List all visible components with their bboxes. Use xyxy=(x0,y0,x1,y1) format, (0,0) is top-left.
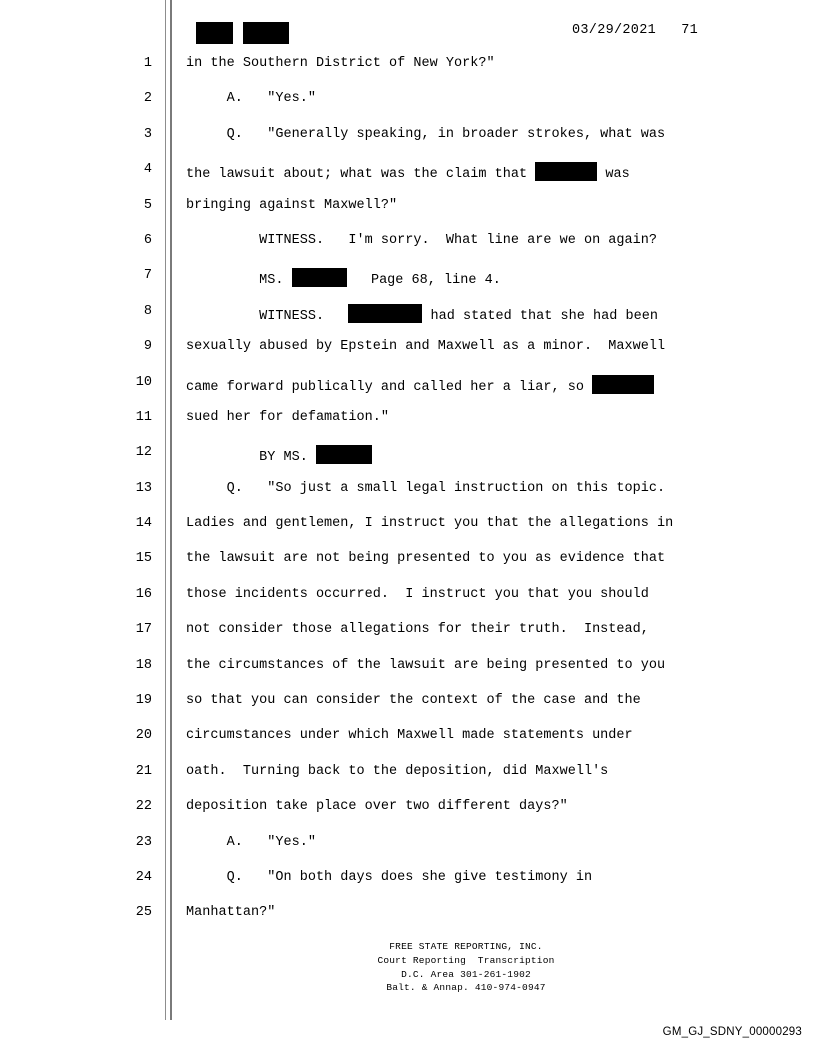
line-number: 13 xyxy=(135,480,152,496)
line-number: 18 xyxy=(135,657,152,673)
line-text-segment: Page 68, line 4. xyxy=(346,273,501,289)
transcript-line xyxy=(0,300,816,335)
transcript-line xyxy=(0,477,816,512)
line-text: A. "Yes." xyxy=(186,834,316,850)
line-text: deposition take place over two different days?" xyxy=(186,799,568,815)
line-text xyxy=(186,304,756,324)
transcript-line xyxy=(0,618,816,653)
line-number: 1 xyxy=(143,56,152,71)
line-number: 19 xyxy=(135,693,152,709)
redaction-bar-icon xyxy=(592,375,654,394)
transcript-line xyxy=(0,724,816,759)
line-text: Q. "On both days does she give testimony in xyxy=(186,869,593,885)
transcript-line xyxy=(0,547,816,582)
transcript-line xyxy=(0,52,816,87)
line-number: 9 xyxy=(143,339,152,355)
transcript-line xyxy=(0,123,816,158)
transcript-line xyxy=(0,264,816,299)
line-number: 11 xyxy=(135,409,152,425)
line-text: not consider those allegations for their truth. Instead, xyxy=(186,622,649,638)
footer-line-2: Court Reporting Transcription xyxy=(377,954,555,966)
footer-line-3: D.C. Area 301-261-1902 xyxy=(401,968,531,980)
transcript-line xyxy=(0,866,816,901)
line-number: 12 xyxy=(135,445,152,461)
line-text-segment: BY MS. xyxy=(186,450,316,466)
line-text: Ladies and gentlemen, I instruct you that the allegations in xyxy=(186,516,674,532)
line-text-segment: MS. xyxy=(186,273,292,289)
transcript-line xyxy=(0,194,816,229)
footer-line-4: Balt. & Annap. 410-974-0947 xyxy=(386,982,546,994)
redaction-bar-icon xyxy=(243,22,289,44)
line-text: Q. "So just a small legal instruction on this topic. xyxy=(186,480,666,496)
transcript-line xyxy=(0,760,816,795)
redaction-bar-icon xyxy=(196,22,233,44)
line-text: the circumstances of the lawsuit are being presented to you xyxy=(186,657,666,673)
line-text: Manhattan?" xyxy=(186,905,276,921)
line-text-segment: was xyxy=(597,167,630,183)
transcript-body xyxy=(0,52,816,937)
line-number: 25 xyxy=(135,905,152,921)
line-number: 17 xyxy=(135,622,152,638)
transcript-line xyxy=(0,831,816,866)
line-text-segment: had stated that she had been xyxy=(422,308,658,324)
line-text: so that you can consider the context of the case and the xyxy=(186,693,641,709)
line-number: 7 xyxy=(143,268,152,284)
transcript-line xyxy=(0,583,816,618)
transcript-line xyxy=(0,795,816,830)
line-number: 24 xyxy=(135,869,152,885)
line-text xyxy=(186,268,756,288)
line-text xyxy=(186,162,756,182)
line-text xyxy=(186,445,756,465)
transcript-line xyxy=(0,229,816,264)
line-number: 8 xyxy=(143,303,152,319)
transcript-line xyxy=(0,654,816,689)
line-text: bringing against Maxwell?" xyxy=(186,197,398,213)
line-text: Q. "Generally speaking, in broader strokes, what was xyxy=(186,126,666,142)
line-text: WITNESS. I'm sorry. What line are we on again? xyxy=(186,232,658,248)
line-number: 4 xyxy=(143,162,152,178)
line-text-segment: the lawsuit about; what was the claim that xyxy=(186,167,536,183)
transcript-line xyxy=(0,406,816,441)
line-text: sued her for defamation." xyxy=(186,409,390,425)
line-text: A. "Yes." xyxy=(186,91,316,107)
reporting-agency-footer xyxy=(186,940,746,995)
line-number: 3 xyxy=(143,126,152,142)
redaction-bar-icon xyxy=(535,162,597,181)
line-number: 15 xyxy=(135,551,152,567)
header-date-and-page: 03/29/2021 71 xyxy=(572,23,699,38)
line-number: 2 xyxy=(143,91,152,107)
transcript-line xyxy=(0,87,816,122)
line-text-segment: came forward publically and called her a liar, so xyxy=(186,379,593,395)
transcript-line xyxy=(0,158,816,193)
line-text xyxy=(186,375,756,395)
line-number: 16 xyxy=(135,586,152,602)
bates-number: GM_GJ_SDNY_00000293 xyxy=(662,1026,802,1038)
transcript-line xyxy=(0,441,816,476)
redaction-bar-icon xyxy=(316,445,372,464)
transcript-line xyxy=(0,689,816,724)
line-text-segment: WITNESS. xyxy=(186,308,349,324)
line-number: 21 xyxy=(135,763,152,779)
transcript-line xyxy=(0,371,816,406)
line-number: 23 xyxy=(135,834,152,850)
transcript-line xyxy=(0,901,816,936)
line-number: 22 xyxy=(135,799,152,815)
page-header xyxy=(186,20,746,46)
line-number: 5 xyxy=(143,197,152,213)
line-text: in the Southern District of New York?" xyxy=(186,56,495,71)
line-text: oath. Turning back to the deposition, did Maxwell's xyxy=(186,763,609,779)
line-number: 14 xyxy=(135,516,152,532)
line-number: 6 xyxy=(143,232,152,248)
line-number: 10 xyxy=(135,374,152,390)
line-text: those incidents occurred. I instruct you that you should xyxy=(186,586,649,602)
line-text: circumstances under which Maxwell made statements under xyxy=(186,728,633,744)
redaction-bar-icon xyxy=(348,304,422,323)
line-number: 20 xyxy=(135,728,152,744)
redaction-bar-icon xyxy=(292,268,347,287)
line-text: sexually abused by Epstein and Maxwell as a minor. Maxwell xyxy=(186,339,666,355)
line-text: the lawsuit are not being presented to you as evidence that xyxy=(186,551,666,567)
transcript-line xyxy=(0,335,816,370)
transcript-line xyxy=(0,512,816,547)
footer-line-1: FREE STATE REPORTING, INC. xyxy=(389,941,543,952)
